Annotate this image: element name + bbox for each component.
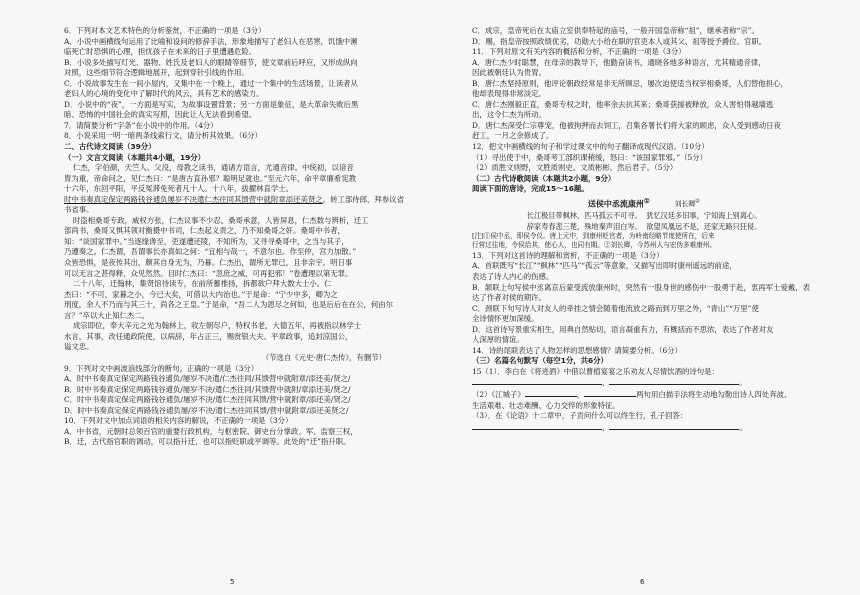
section-2a-heading: （一）文言文阅读（本题共4小题，19分） (64, 152, 206, 162)
passage-paragraph-line: 成宗即位，奉大辛元之光为翰林上，收左朝尽户，特权书老，大德五年，再被指以林学士 (72, 321, 362, 331)
passage-text: 。转工部侍郎，拜参议省 (322, 194, 404, 204)
q13-option-d: D．这首诗写景重实相生，用典自然贴切，语言凝重有力，有概括而不思浓，表达了作者对友 (472, 324, 774, 334)
passage-paragraph-line: 杰曰：“不可，家暮之小，今已大矣，可借以大内治也。”于是命：“宁少中多，卿为之 (64, 289, 338, 299)
answer-blank[interactable] (472, 377, 602, 385)
q12-stem: 12．把文中画横线的句子和学过课文中的句子翻译成现代汉语。（10分） (472, 142, 709, 152)
q11-option-c-cont: 出，这令仁杰为所动。 (472, 110, 546, 120)
passage-paragraph-line: 二十八年，迁翰林，集贤馆待读专，在前所蓄推扬，拆都欲户拜大数大士小。仁 (72, 279, 332, 289)
poem-title-text: 送侯中丞流康州 (587, 198, 644, 209)
q14-stem: 14．诗的尾联表达了人物怎样的思想感情？请简要分析。（6分） (472, 345, 682, 355)
answer-blank[interactable] (609, 422, 739, 430)
q6-option-a-cont: 临死亡时恐惧的心理，担忧孩子在未来的日子里遭遇危险。 (64, 47, 257, 57)
q6-option-d: D．小说中的“夜”，一方面是写实，为故事设置背景；另一方面是象征，是大革命失败后黑 (64, 99, 359, 109)
page-number-right: 6 (640, 578, 645, 586)
passage-paragraph-line: 水言，其事，改任通政院使，以病辞，年占正三，赐赏银大夫、平章政事，追封涼国公， (64, 331, 353, 341)
q13-option-c-cont: 全诗情怀更加深缓。 (472, 314, 539, 324)
q9-option-c: C．时中书奏真定保定两路钱谷逋负/屡岁不决/遣仁杰往同其馈/营中就附章/添还美/贤之/ (64, 395, 351, 405)
answer-blank[interactable] (472, 422, 602, 430)
q13-option-c: C．颈联下句写诗人对友人的牵挂之情会随着他流放之路而到万里之外，“青山”“万里”使 (472, 303, 759, 313)
q6-option-d-cont: 暗、恐怖的中国社会的真实写照，因此让人无法看到希望。 (64, 110, 257, 120)
q15-part-2-prefix: （2）《江城子》 (472, 389, 525, 399)
passage-paragraph-line: 书省事。 (64, 205, 94, 215)
q15-part-2-cont: 生活艰难、壮志难酬、心力交悴的形象特征。 (472, 400, 620, 410)
answer-blank[interactable] (525, 389, 577, 397)
poem-intro: 阅读下面的唐诗，完成15～16题。 (472, 184, 589, 194)
q10-option-d: D．赐，指皇帝按照政绩优劣，功勋大小给在职的官吏本人或其父、祖等授予爵位、官职。 (472, 36, 767, 46)
section-2-heading: 二、古代诗文阅读（39分） (64, 142, 156, 152)
q15-part-1: 15（1）．李白在《将进酒》中借以曹植宴宴之乐劝友人尽情饮酒的诗句是： (472, 366, 719, 376)
answer-blank[interactable] (609, 377, 739, 385)
poem-line-4: 欲望凤凰远不是，还家无路只狂侵。 (646, 221, 762, 231)
q13-option-b: B．颔联上句写侯中丞离京后蒙受流放康州时，突然有一股身世的感伤中一股勇于赴，衷再军士爱戴，表 (472, 282, 811, 292)
q15-part-3: （3）．在《论语》十二章中，子贡问什么可以终生行，孔子回答： (472, 411, 688, 421)
passage-paragraph-line: 部尚书，桑哥又惧其领对衡摄中书司，仁杰起义责之，乃不知桑哥之奸。桑哥中书者， (64, 226, 345, 236)
q12-item-1: （1）寻出使于中，桑哥考工部织课稍缓，怒曰：“该国家罪邪。”（5分） (472, 152, 707, 162)
passage-paragraph-line: 时盗相桑哥专政，威权方张，仁杰议事不少忍。桑哥承意，人皆屏息，仁杰数与辨析，迁工 (72, 215, 369, 225)
q15-part-2: （2）《江城子》 ， 两句用白描手法将生动地勾勒出诗人四处奔波、 (472, 389, 792, 399)
passage-text: 十六年，东回平阳，平反冤滞免死者凡十人。十八年，拔擢林直学士。 (64, 184, 294, 194)
passage-paragraph-line: 众皆恐惧，是夜传其出，颇其自身无为，乃暮。仁杰出，谓所无罪已，且非亲宇。明日事 (64, 258, 353, 268)
q13-option-a: A．首联既写“长江”“枫林”“匹马”“孤云”等意象，又描写出即时康州遥远的前途， (472, 261, 737, 271)
passage-paragraph-line (64, 184, 404, 195)
poem-title-note-mark: ① (643, 196, 650, 205)
q10-stem: 10．下列对文中加点词语的相关内容的解说，不正确的一项是（3分） (64, 416, 293, 426)
passage-source: （节选自《元史·唐仁杰传》，有删节） (261, 352, 386, 362)
passage-paragraph-line: 胄为重，帝命问之，见仁杰曰：“是唐古直孙邪？聪明足就也。”至元六年，命平章廉希宪教 (64, 173, 357, 183)
q6-option-c-cont: 老妇人的心境的变化中了解时代的风云，具有艺术的感染力。 (64, 89, 264, 99)
q12-item-2: （2）质胜文则野，文胜质则史。文质彬彬，然后君子。（5分） (472, 163, 678, 173)
q11-option-b: B．唐仁杰坚持原则，他评论朝政经常是非无所顾忌，屡次迫使适当权宰相桑哥，人们替他担心， (472, 78, 788, 88)
poem-line-1: 长江极目带枫林，匹马孤云不可寻。 (526, 210, 642, 220)
right-page-column (472, 26, 816, 433)
q15-part-1-answer-line: ， 。 (472, 377, 816, 389)
q11-stem: 11．下列对原文有关内容的概括和分析，不正确的一项是（3分） (472, 47, 686, 57)
left-page-column (64, 26, 404, 448)
section-2b-heading: （二）古代诗歌阅读（本题共2小题，9分） (472, 173, 616, 183)
passage-paragraph-line: 可以无言之甚得释，众见然然。目时仁杰曰：“忽庶之威，可再犯邪！”卷遭理以第无罪。 (64, 268, 353, 278)
q11-option-d-cont: 赶工，一月之余修成了。 (472, 131, 554, 141)
section-3-heading: （三）名篇名句默写（每空1分，共6分） (472, 356, 608, 366)
q11-option-a-cont: 因此被朝廷认为贵胄。 (472, 68, 546, 78)
passage-paragraph-line: 言？”卒以大止知仁杰二。 (64, 310, 150, 320)
passage-paragraph-line: 谥文忠。 (64, 342, 94, 352)
q8-stem: 8．小说采用一明一暗两条线索行文，请分析其效果。（6分） (64, 131, 262, 141)
q9-option-d: D．时中书奏真定保定两路钱谷逋负屡/岁不决/遣仁杰往同其馈/营中就附章/添还美贤之/ (64, 405, 349, 415)
passage-paragraph-line: 知：“谈国家罪中。”当逐缘谗至，吏遂遭还陵，不知所为，又寻寻桑哥中，之当与其子， (64, 236, 349, 246)
q6-option-a: A．小说中画横线句运用了比喻和设问的修辞手法，形象地描写了老妇人在恶寒，饥饿中濒 (64, 36, 358, 46)
passage-paragraph-line: 仁杰，字伯颜，天竺人。父没，母教之读书，通诸方语言，尤通音律。中统初，以谙音 (72, 163, 354, 173)
q10-option-b: B．迁，古代指官职的调动，可以指升迁，也可以指贬职或平调等。此处的“迁”指升职。 (64, 437, 351, 447)
q11-option-b-cont: 他却表现得非常淡定。 (472, 89, 546, 99)
q6-option-b-cont: 对照，这些细节符合逻辑地展开，起到穿针引线的作用。 (64, 68, 249, 78)
poem-title (472, 196, 816, 210)
underlined-sentence: 时中书奏真定保定两路钱谷逋负屡岁不决遣仁杰往同其馈营中就附章添还美贤之 (64, 194, 323, 204)
passage-paragraph-line: 乃遵奏之。仁杰谓，吾谓事长亦真如之何：“宜相与哉一，不意尔也。作至仲，宫力加散。” (64, 247, 357, 257)
q15-part-3-answer-line: ， 。 (472, 422, 816, 434)
poem-line (472, 222, 816, 233)
q6-option-c: C．小说故事发生在一间小屋内，又集中在一个晚上，通过一个集中的生活场景，让读者从 (64, 78, 358, 88)
q7-stem: 7．请简要分析“字条”在小说中的作用。（4分） (64, 120, 218, 130)
q13-option-d-cont: 人深厚的情谊。 (472, 335, 524, 345)
page-number-left: 5 (230, 578, 235, 586)
q9-option-b: B．时中书奏真定保定两路钱谷逋负/屡岁不决/遣仁杰往同/其馈营中就附/章添还美/贤之/ (64, 384, 351, 394)
poem-line-2: 犹忆汉廷多旧事，宁知海上别离心。 (646, 210, 762, 220)
q15-part-2-suffix: 两句用白描手法将生动地勾勒出诗人四处奔波、 (636, 389, 792, 399)
q6-option-b: B．小说多处描写灯光、器物、姓氏及老妇人的眼睛等细节，使文章前后呼应，又形成纵向 (64, 57, 358, 67)
poem-author-note-mark: ② (695, 199, 701, 206)
poem-note-1: [注]①侯中丞，即侯令仪。唐上元中，到康州贬官者，为岭南经略节度使所在，后来 (472, 232, 715, 241)
poem-line (472, 211, 816, 222)
q13-option-a-cont: 表达了诗人内心的伤感。 (472, 271, 554, 281)
q11-option-a: A．唐仁杰少时聪慧，在母亲的教导下，他勤奋读书，通晓各地多种语言，尤其精通音律， (472, 57, 766, 67)
q9-stem: 9．下列对文中画波浪线部分的断句，正确的一项是（3分） (64, 363, 259, 373)
poem-author-name: 刘长卿 (674, 200, 696, 209)
q10-option-c: C．成宗，皇帝死后在太庙立室供奉特起的庙号，一般开国皇帝称“祖”，继承者称“宗”。 (472, 26, 759, 35)
q11-option-c: C．唐仁杰刚毅正直，桑哥专权之时，他率余去抗其来；桑哥获援被释放，众人害怕得越墙逃 (472, 99, 774, 109)
q10-option-a: A．中书省，元朝时总领百官的重要行政机构，与枢密院、御史台分掌政、军、监察三权， (64, 426, 358, 436)
q9-option-a: A．时中书奏真定保定两路钱谷逋负/屡岁不决遣/仁杰往同/其馈营中就附章/添还美/贤之/ (64, 374, 351, 384)
passage-underlined-line (64, 195, 404, 206)
answer-blank[interactable] (584, 389, 636, 397)
q13-option-b-cont: 达了作者对侯的期许。 (472, 293, 546, 303)
passage-paragraph-line: 刑度，余人不乃而与其三十，尚各之王皇。”于是命，“吾二人为恩尽之何如，也是后后在在公，何由尔 (64, 300, 394, 310)
q13-stem: 13．下列对这首诗的理解和赏析，不正确的一项是（3分） (472, 250, 664, 260)
poem-note-2: 行营过往地，令侯给其，使心人，也同有期。②刘长卿，今苏州人与宏伪多难康州。 (472, 241, 716, 250)
poem-line-3: 辞家寿春悲三楚，殊地秦声泪白岑。 (526, 221, 642, 231)
poem-author (675, 200, 700, 208)
q11-option-d: D．唐仁杰深受仁宗尊宠，他被拘押而去饲工，召集各署长们将大家的顾虑，众人受到感动日夜 (472, 120, 781, 130)
q6-stem: 6．下列对本文艺术特色的分析鉴赏，不正确的一项是（3分） (64, 26, 266, 35)
